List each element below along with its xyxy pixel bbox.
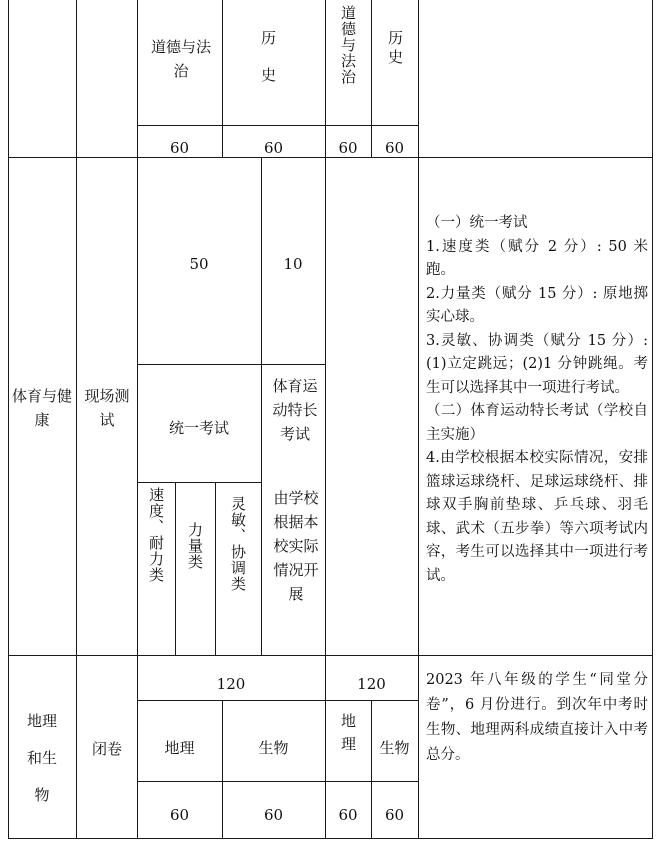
rule-pe-specialty-label [261,364,262,656]
subject-geo-bio: 地理和生物 [26,712,57,804]
label-unified-exam: 统一考试 [168,419,229,437]
pe-note-line: （二）体育运动特长考试（学校自主实施） [426,403,648,443]
rule-left-edge [8,0,9,839]
item-speed-endurance: 速度、耐力类 [147,487,165,583]
score-top-c: 60 [338,139,358,157]
rule-gb-subject [137,781,419,782]
score-gb-b: 60 [263,806,284,824]
rule-pe-label [137,482,261,483]
subject-history-b: 历史 [386,30,404,68]
specialty-note: 由学校根据本校实际情况开展 [273,489,319,603]
score-specialty: 10 [283,255,303,273]
rule-table-bottom [8,838,653,839]
subject-morality-law-a: 道德与法治 [150,38,211,80]
score-top-d: 60 [384,139,405,157]
rule-pe-item-a [175,482,176,656]
total-score-a: 120 [216,675,246,693]
pe-note-line: （一）统一考试 [426,215,528,231]
rule-col1 [76,0,77,839]
subject-morality-law-b: 道德与法治 [339,5,357,85]
subject-pe-health: 体育与健康 [12,387,73,429]
pe-note-line: 4.由学校根据本校实际情况，安排篮球运球绕杆、足球运球绕杆、排球双手胸前垫球、乒乓球、羽毛球、武术（五步拳）等六项考试内容，考生可以选择其中一项进行考试。 [426,450,648,584]
score-top-b: 60 [263,139,284,157]
rule-top-mid-b [371,0,372,158]
subject-history-a: 历史 [259,30,277,104]
sub-geography-a: 地理 [164,739,195,757]
rule-pe-score [137,364,326,365]
pe-note-line: 1.速度类（赋分 2 分）: 50 米跑。 [426,238,648,278]
item-agility-coordination: 灵敏、协调类 [229,496,247,592]
rule-bottom-pe-section [8,655,653,656]
score-unified: 50 [189,255,209,273]
pe-note-line: 2.力量类（赋分 15 分）: 原地掷实心球。 [426,285,648,325]
pe-exam-notes [426,212,648,588]
exam-form-closed-book: 闭卷 [91,740,122,758]
label-specialty-exam: 体育运动特长考试 [272,377,318,443]
sub-geography-b: 地理 [339,713,357,759]
sub-biology-b: 生物 [379,739,410,757]
item-strength: 力量类 [186,522,204,570]
score-top-a: 60 [169,139,190,157]
score-gb-c: 60 [338,806,358,824]
geo-bio-note: 2023 年八年级的学生“同堂分卷”，6 月份进行。到次年中考时生物、地理两科成绩直接计入中考总分。 [426,672,648,763]
rule-pe-item-b [215,482,216,656]
score-gb-a: 60 [169,806,190,824]
pe-note-line: 3.灵敏、协调类（赋分 15 分）: (1)立定跳远；(2)1 分钟跳绳。考生可以选择其中一项进行考试。 [426,332,648,396]
rule-right-edge [652,0,653,839]
exam-form-onsite: 现场测试 [84,387,130,429]
rule-top-subject [137,125,419,126]
rule-top-mid-a [222,0,223,158]
score-gb-d: 60 [384,806,405,824]
rule-gb-total [137,700,419,701]
total-score-b: 120 [357,675,386,693]
sub-biology-a: 生物 [258,739,289,757]
